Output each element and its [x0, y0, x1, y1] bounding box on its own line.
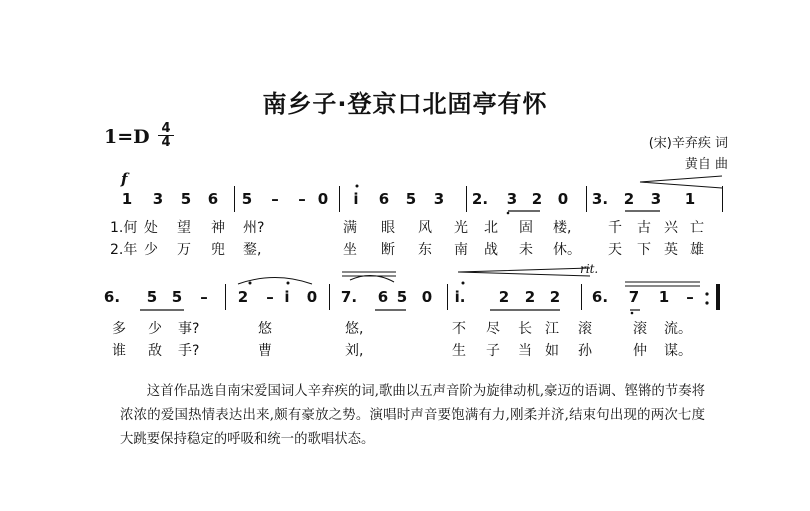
- lyric-syllable: 少: [144, 242, 158, 258]
- repeat-dot: [705, 301, 708, 304]
- lyric-syllable: 刘,: [345, 343, 364, 359]
- lyric-syllable: 处: [144, 220, 158, 236]
- lyric-syllable: 满: [343, 220, 357, 236]
- jianpu-note: –: [686, 288, 694, 306]
- lyric-syllable: 兜: [211, 242, 225, 258]
- lyric-syllable: 滚: [633, 321, 647, 337]
- lyric-syllable: 光: [454, 220, 468, 236]
- time-signature-top: 4: [158, 122, 174, 136]
- tempo-rit: rit.: [580, 262, 599, 276]
- accent-mark: [625, 282, 700, 286]
- lyric-syllable: 手?: [178, 343, 200, 359]
- octave-dot: [287, 282, 290, 285]
- jianpu-note: 5: [171, 288, 183, 306]
- lyric-syllable: 兴: [664, 220, 678, 236]
- lyric-syllable: 北: [484, 220, 498, 236]
- lyric-syllable: 谋。: [664, 343, 692, 359]
- octave-dot: [507, 212, 510, 215]
- octave-dot: [249, 282, 252, 285]
- jianpu-note: 3.: [591, 190, 609, 208]
- jianpu-note: –: [200, 288, 208, 306]
- jianpu-note: –: [298, 190, 306, 208]
- jianpu-note: 5: [241, 190, 253, 208]
- lyric-syllable: 神: [211, 220, 225, 236]
- jianpu-note: 6.: [103, 288, 121, 306]
- composer-credit: 黄自 曲: [684, 157, 728, 172]
- lyric-syllable: 古: [637, 220, 651, 236]
- jianpu-note: 6: [378, 190, 390, 208]
- description-paragraph: [120, 380, 705, 452]
- jianpu-note: 3: [650, 190, 662, 208]
- jianpu-note: 0: [306, 288, 318, 306]
- lyric-syllable: 流。: [664, 321, 692, 337]
- jianpu-note: 6: [207, 190, 219, 208]
- jianpu-note: 2: [623, 190, 635, 208]
- lyric-syllable: 东: [418, 242, 432, 258]
- lyric-syllable: 下: [637, 242, 651, 258]
- decrescendo-hairpin: [458, 268, 590, 276]
- jianpu-note: 1: [121, 190, 133, 208]
- lyric-syllable: 鍪,: [243, 242, 262, 258]
- lyric-syllable: 不: [452, 321, 466, 337]
- repeat-dot: [705, 292, 708, 295]
- jianpu-note: 6.: [591, 288, 609, 306]
- lyric-syllable: 州?: [243, 220, 265, 236]
- lyric-syllable: 江: [545, 321, 559, 337]
- lyric-syllable: 多: [112, 321, 126, 337]
- lyric-syllable: 天: [608, 242, 622, 258]
- lyric-syllable: 风: [418, 220, 432, 236]
- lyricist-credit: (宋)辛弃疾 词: [648, 136, 728, 151]
- lyric-syllable: 生: [452, 343, 466, 359]
- crescendo-hairpin: [640, 176, 722, 188]
- description-text: 这首作品选自南宋爱国词人辛弃疾的词,歌曲以五声音阶为旋律动机,豪迈的语调、铿锵的节奏将浓浓的爱国热情表达出来,颇有豪放之势。演唱时声音要饱满有力,刚柔并济,结束句出现的两次七度大跳要保持稳定的呼吸和统一的歌唱状态。: [120, 384, 705, 447]
- jianpu-note: 2: [549, 288, 561, 306]
- jianpu-note: 5: [180, 190, 192, 208]
- lyric-syllable: 尽: [486, 321, 500, 337]
- jianpu-note: 0: [557, 190, 569, 208]
- jianpu-note: 0: [317, 190, 329, 208]
- jianpu-note: 5: [396, 288, 408, 306]
- jianpu-note: 3: [506, 190, 518, 208]
- jianpu-note: 3: [433, 190, 445, 208]
- lyric-syllable: 如: [545, 343, 559, 359]
- jianpu-note: 7.: [340, 288, 358, 306]
- time-signature-bottom: 4: [161, 135, 171, 150]
- lyric-syllable: 子: [486, 343, 500, 359]
- jianpu-note: i.: [454, 288, 466, 306]
- song-title: 南乡子·登京口北固亭有怀: [262, 90, 548, 118]
- lyric-syllable: 未: [519, 242, 533, 258]
- lyric-syllable: 雄: [690, 242, 704, 258]
- jianpu-note: 7: [628, 288, 640, 306]
- dynamic-forte: f: [121, 170, 128, 188]
- lyric-syllable: 眼: [381, 220, 395, 236]
- lyric-syllable: 坐: [343, 242, 357, 258]
- lyric-syllable: 长: [518, 321, 532, 337]
- jianpu-note: 1: [658, 288, 670, 306]
- key-signature: 1=D: [104, 126, 150, 148]
- lyric-syllable: 万: [177, 242, 191, 258]
- final-barline: [716, 284, 720, 310]
- lyric-syllable: 楼,: [553, 220, 572, 236]
- jianpu-note: 2: [524, 288, 536, 306]
- octave-dot: [356, 185, 359, 188]
- jianpu-note: 0: [421, 288, 433, 306]
- jianpu-note: 2: [237, 288, 249, 306]
- jianpu-note: –: [266, 288, 274, 306]
- lyric-syllable: 滚: [578, 321, 592, 337]
- jianpu-note: 6: [377, 288, 389, 306]
- jianpu-note: i: [353, 190, 359, 208]
- lyric-syllable: 敌: [148, 343, 162, 359]
- lyric-syllable: 悠: [258, 321, 272, 337]
- lyric-syllable: 1.何: [110, 220, 138, 236]
- jianpu-note: 5: [405, 190, 417, 208]
- jianpu-note: 3: [152, 190, 164, 208]
- lyric-syllable: 千: [608, 220, 622, 236]
- jianpu-note: i: [284, 288, 290, 306]
- jianpu-note: 2: [531, 190, 543, 208]
- lyric-syllable: 断: [381, 242, 395, 258]
- lyric-syllable: 南: [454, 242, 468, 258]
- lyric-syllable: 休。: [553, 242, 581, 258]
- jianpu-note: 2.: [471, 190, 489, 208]
- jianpu-note: 2: [498, 288, 510, 306]
- lyric-syllable: 悠,: [345, 321, 364, 337]
- lyric-syllable: 谁: [112, 343, 126, 359]
- lyric-syllable: 2.年: [110, 242, 138, 258]
- lyric-syllable: 少: [148, 321, 162, 337]
- lyric-syllable: 事?: [178, 321, 200, 337]
- lyric-syllable: 固: [519, 220, 533, 236]
- lyric-syllable: 仲: [633, 343, 647, 359]
- lyric-syllable: 亡: [690, 220, 704, 236]
- jianpu-note: 1: [684, 190, 696, 208]
- octave-dot: [631, 312, 634, 315]
- jianpu-note: 5: [146, 288, 158, 306]
- octave-dot: [462, 282, 465, 285]
- lyric-syllable: 曹: [258, 343, 272, 359]
- lyric-syllable: 战: [484, 242, 498, 258]
- lyric-syllable: 孙: [578, 343, 592, 359]
- lyric-syllable: 英: [664, 242, 678, 258]
- lyric-syllable: 当: [518, 343, 532, 359]
- jianpu-note: –: [271, 190, 279, 208]
- lyric-syllable: 望: [177, 220, 191, 236]
